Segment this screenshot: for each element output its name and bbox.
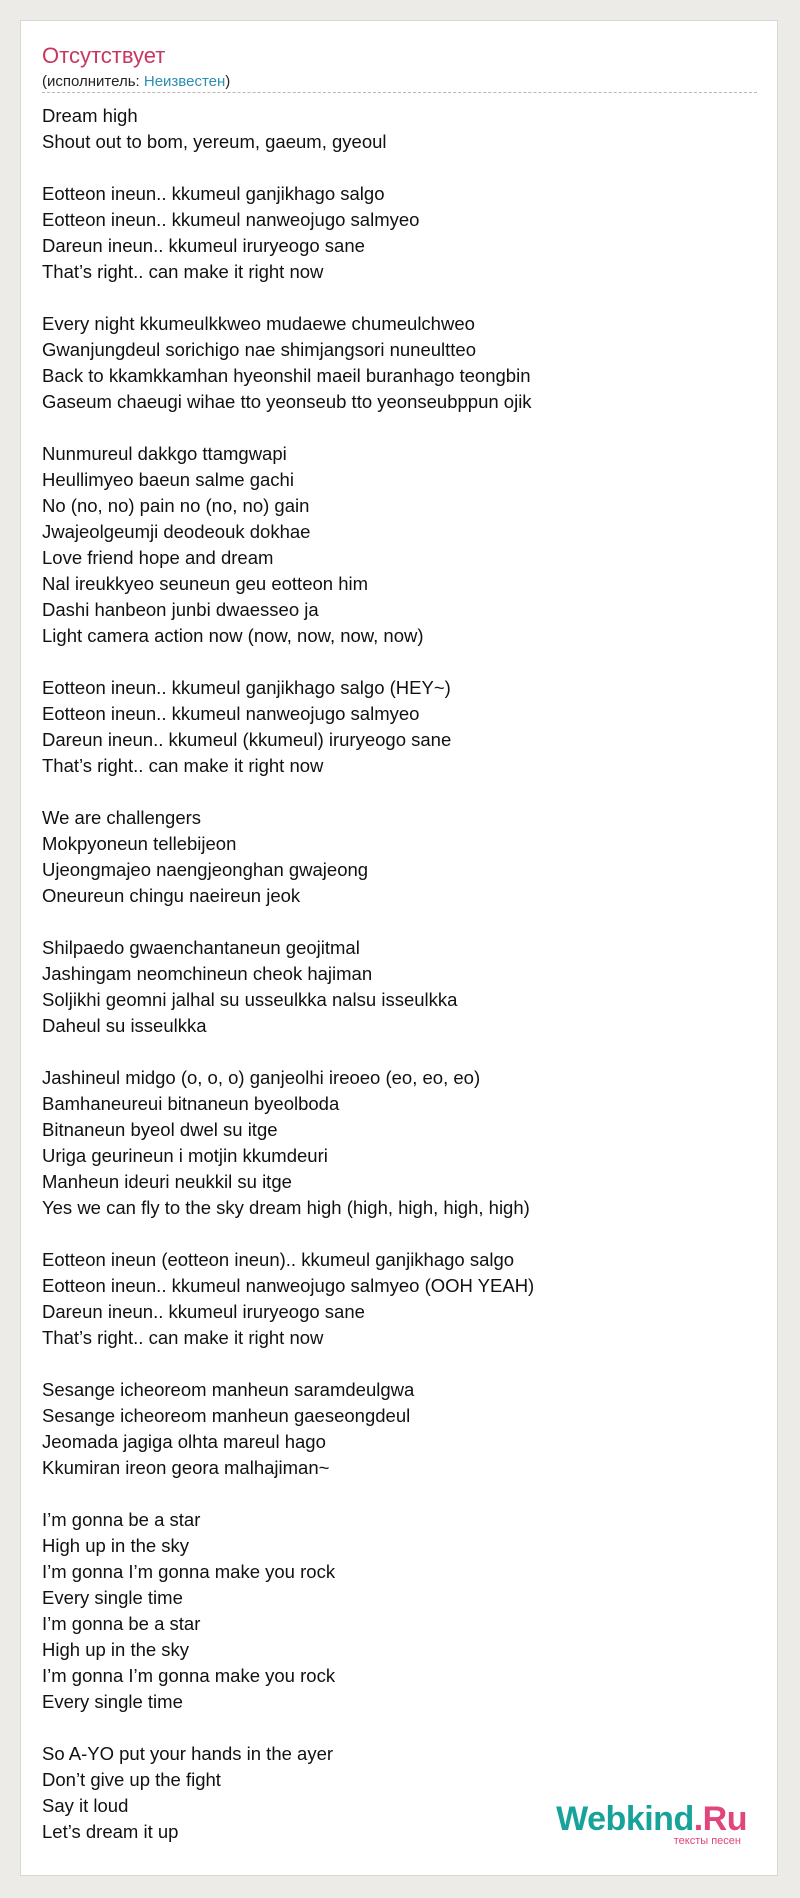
title-divider [42, 92, 757, 93]
logo-tagline: тексты песен [673, 1835, 741, 1847]
lyrics-line: Mokpyoneun tellebijeon [42, 833, 237, 854]
lyrics-line: That’s right.. can make it right now [42, 1327, 324, 1348]
lyrics-line: Gwanjungdeul sorichigo nae shimjangsori nuneultteo [42, 339, 477, 360]
lyrics-line: Heullimyeo baeun salme gachi [42, 469, 294, 490]
lyrics-text [42, 103, 757, 1845]
lyrics-line: Every night kkumeulkkweo mudaewe chumeulchweo [42, 313, 475, 334]
lyrics-line: Say it loud [42, 1795, 129, 1816]
lyrics-line: Dareun ineun.. kkumeul iruryeogo sane [42, 1301, 365, 1322]
lyrics-line: Shout out to bom, yereum, gaeum, gyeoul [42, 131, 387, 152]
lyrics-line: Eotteon ineun.. kkumeul ganjikhago salgo [42, 183, 385, 204]
lyrics-line: Don’t give up the fight [42, 1769, 221, 1790]
site-logo [556, 1802, 747, 1836]
lyrics-line: Yes we can fly to the sky dream high (high, high, high, high) [42, 1197, 530, 1218]
lyrics-line: High up in the sky [42, 1639, 190, 1660]
lyrics-line: Back to kkamkkamhan hyeonshil maeil buranhago teongbin [42, 365, 531, 386]
lyrics-line: Daheul su isseulkka [42, 1015, 207, 1036]
artist-link[interactable]: Неизвестен [143, 73, 226, 90]
lyrics-line: Jashineul midgo (o, o, o) ganjeolhi ireoeo (eo, eo, eo) [42, 1067, 481, 1088]
lyrics-blank-line [42, 1039, 757, 1065]
lyrics-line: I’m gonna I’m gonna make you rock [42, 1665, 336, 1686]
logo-suffix: .Ru [693, 1800, 747, 1838]
artist-suffix: ) [225, 73, 231, 90]
lyrics-line: Bamhaneureui bitnaneun byeolboda [42, 1093, 340, 1114]
lyrics-line: High up in the sky [42, 1535, 190, 1556]
artist-prefix: (исполнитель: [42, 73, 144, 90]
lyrics-line: Sesange icheoreom manheun saramdeulgwa [42, 1379, 415, 1400]
lyrics-line: That’s right.. can make it right now [42, 755, 324, 776]
lyrics-line: So A-YO put your hands in the ayer [42, 1743, 334, 1764]
lyrics-blank-line [42, 1221, 757, 1247]
logo-main: Webkind [556, 1800, 694, 1838]
lyrics-line: Every single time [42, 1691, 183, 1712]
lyrics-line: Love friend hope and dream [42, 547, 274, 568]
lyrics-line: Dream high [42, 105, 138, 126]
lyrics-line: Manheun ideuri neukkil su itge [42, 1171, 292, 1192]
lyrics-line: Dashi hanbeon junbi dwaesseo ja [42, 599, 319, 620]
lyrics-line: Bitnaneun byeol dwel su itge [42, 1119, 278, 1140]
lyrics-line: We are challengers [42, 807, 202, 828]
artist-line [42, 73, 230, 90]
lyrics-line: Light camera action now (now, now, now, now) [42, 625, 424, 646]
lyrics-line: Uriga geurineun i motjin kkumdeuri [42, 1145, 328, 1166]
lyrics-line: Kkumiran ireon geora malhajiman~ [42, 1457, 330, 1478]
lyrics-line: Eotteon ineun (eotteon ineun).. kkumeul ganjikhago salgo [42, 1249, 515, 1270]
lyrics-line: I’m gonna be a star [42, 1509, 201, 1530]
lyrics-line: Soljikhi geomni jalhal su usseulkka nalsu isseulkka [42, 989, 458, 1010]
lyrics-line: Eotteon ineun.. kkumeul nanweojugo salmyeo [42, 703, 420, 724]
lyrics-line: Gaseum chaeugi wihae tto yeonseub tto yeonseubppun ojik [42, 391, 532, 412]
lyrics-blank-line [42, 285, 757, 311]
lyrics-line: That’s right.. can make it right now [42, 261, 324, 282]
lyrics-card [20, 20, 778, 1876]
lyrics-line: Dareun ineun.. kkumeul iruryeogo sane [42, 235, 365, 256]
lyrics-line: Jeomada jagiga olhta mareul hago [42, 1431, 326, 1452]
site-watermark [556, 1802, 747, 1847]
lyrics-line: Jwajeolgeumji deodeouk dokhae [42, 521, 311, 542]
lyrics-blank-line [42, 649, 757, 675]
lyrics-blank-line [42, 909, 757, 935]
lyrics-blank-line [42, 1351, 757, 1377]
lyrics-line: Eotteon ineun.. kkumeul ganjikhago salgo (HEY~) [42, 677, 451, 698]
lyrics-blank-line [42, 415, 757, 441]
lyrics-line: Oneureun chingu naeireun jeok [42, 885, 301, 906]
lyrics-blank-line [42, 1715, 757, 1741]
lyrics-line: Sesange icheoreom manheun gaeseongdeul [42, 1405, 411, 1426]
lyrics-line: Let’s dream it up [42, 1821, 179, 1842]
lyrics-line: Shilpaedo gwaenchantaneun geojitmal [42, 937, 360, 958]
lyrics-line: Dareun ineun.. kkumeul (kkumeul) iruryeogo sane [42, 729, 452, 750]
lyrics-line: I’m gonna be a star [42, 1613, 201, 1634]
lyrics-line: Nunmureul dakkgo ttamgwapi [42, 443, 287, 464]
song-title: Отсутствует [42, 43, 166, 68]
lyrics-line: Jashingam neomchineun cheok hajiman [42, 963, 373, 984]
lyrics-line: No (no, no) pain no (no, no) gain [42, 495, 310, 516]
lyrics-line: Every single time [42, 1587, 183, 1608]
lyrics-line: Eotteon ineun.. kkumeul nanweojugo salmyeo (OOH YEAH) [42, 1275, 535, 1296]
lyrics-line: Nal ireukkyeo seuneun geu eotteon him [42, 573, 369, 594]
lyrics-line: Ujeongmajeo naengjeonghan gwajeong [42, 859, 369, 880]
lyrics-blank-line [42, 779, 757, 805]
lyrics-blank-line [42, 155, 757, 181]
lyrics-blank-line [42, 1481, 757, 1507]
lyrics-line: I’m gonna I’m gonna make you rock [42, 1561, 336, 1582]
lyrics-line: Eotteon ineun.. kkumeul nanweojugo salmyeo [42, 209, 420, 230]
